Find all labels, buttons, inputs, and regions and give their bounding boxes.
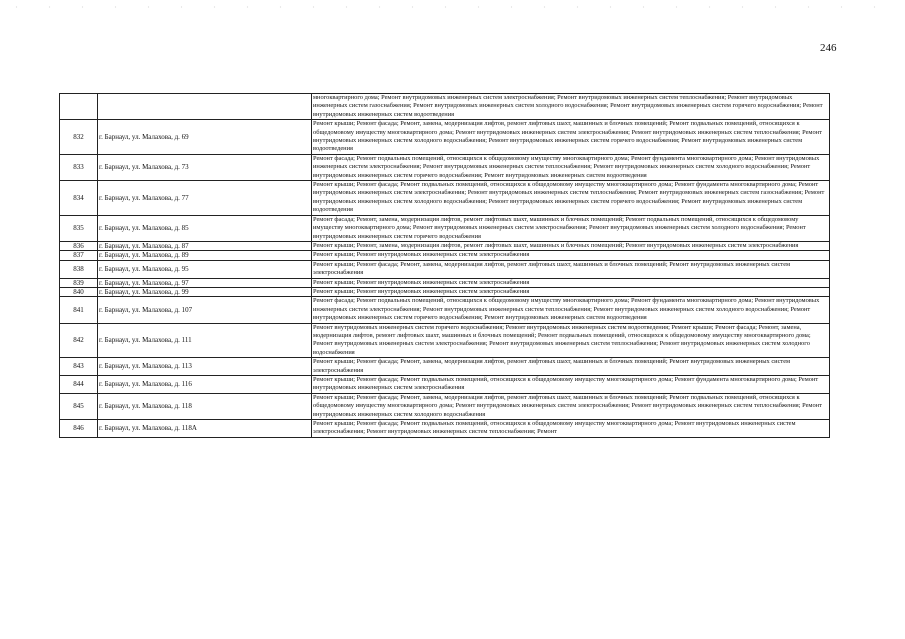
row-number: 837: [60, 251, 98, 260]
row-address: г. Барнаул, ул. Малахова, д. 85: [98, 215, 312, 241]
table-row: [60, 376, 830, 394]
row-number: 838: [60, 260, 98, 278]
row-address: [98, 94, 312, 120]
row-number: 845: [60, 393, 98, 419]
row-works: Ремонт крыши; Ремонт фасада; Ремонт подвальных помещений, относящихся к общедомовому имуществу многоквартирного дома; Ремонт фундамента многоквартирного дома; Ремонт внутридомовых инженерных систем электроснабжения; Ремонт внутридомовых инженерных систем теплоснабжения; Ремонт внутридомовых инженерных систем газоснабжения; Ремонт внутридомовых инженерных систем холодного водоснабжения; Ремонт внутридомовых инженерных систем горячего водоснабжения; Ремонт внутридомовых инженерных систем водоотведения: [312, 181, 830, 216]
row-works: Ремонт внутридомовых инженерных систем горячего водоснабжения; Ремонт внутридомовых инженерных систем водоотведения; Ремонт крыши; Ремонт фасада; Ремонт, замена, модернизация лифтов, ремонт лифтовых шахт, машинных и блочных помещений; Ремонт подвальных помещений, относящихся к общедомовому имуществу многоквартирного дома; Ремонт внутридомовых инженерных систем электроснабжения; Ремонт внутридомовых инженерных систем теплоснабжения; Ремонт внутридомовых инженерных систем холодного водоснабжения: [312, 323, 830, 358]
row-address: г. Барнаул, ул. Малахова, д. 116: [98, 376, 312, 394]
row-works: Ремонт крыши; Ремонт фасада; Ремонт, замена, модернизация лифтов, ремонт лифтовых шахт, машинных и блочных помещений; Ремонт внутридомовых инженерных систем электроснабжения: [312, 358, 830, 376]
table-row: [60, 241, 830, 250]
row-address: г. Барнаул, ул. Малахова, д. 118А: [98, 420, 312, 438]
row-works: Ремонт фасада; Ремонт, замена, модернизация лифтов, ремонт лифтовых шахт, машинных и блочных помещений; Ремонт подвальных помещений, относящихся к общедомовому имуществу многоквартирного дома; Ремонт внутридомовых инженерных систем электроснабжения; Ремонт внутридомовых инженерных систем холодного водоснабжения; Ремонт внутридомовых инженерных систем горячего водоснабжения: [312, 215, 830, 241]
table-row: [60, 94, 830, 120]
table-row: [60, 323, 830, 358]
row-number: [60, 94, 98, 120]
row-address: г. Барнаул, ул. Малахова, д. 111: [98, 323, 312, 358]
row-number: 844: [60, 376, 98, 394]
row-number: 842: [60, 323, 98, 358]
row-number: 833: [60, 154, 98, 180]
row-works: Ремонт крыши; Ремонт фасада; Ремонт, замена, модернизация лифтов, ремонт лифтовых шахт, машинных и блочных помещений; Ремонт подвальных помещений, относящихся к общедомовому имуществу многоквартирного дома; Ремонт внутридомовых инженерных систем электроснабжения; Ремонт внутридомовых инженерных систем теплоснабжения; Ремонт внутридомовых инженерных систем холодного водоснабжения: [312, 393, 830, 419]
row-number: 836: [60, 241, 98, 250]
page-number: 246: [820, 42, 837, 54]
row-number: 834: [60, 181, 98, 216]
row-works: многоквартирного дома; Ремонт внутридомовых инженерных систем электроснабжения; Ремонт внутридомовых инженерных систем теплоснабжения; Ремонт внутридомовых инженерных систем газоснабжения; Ремонт внутридомовых инженерных систем холодного водоснабжения; Ремонт внутридомовых инженерных систем горячего водоснабжения; Ремонт внутридомовых инженерных систем водоотведения: [312, 94, 830, 120]
table-row: [60, 120, 830, 155]
row-number: 840: [60, 287, 98, 296]
row-works: Ремонт крыши; Ремонт внутридомовых инженерных систем электроснабжения: [312, 278, 830, 287]
table-row: [60, 297, 830, 323]
row-number: 841: [60, 297, 98, 323]
scan-noise: [0, 6, 905, 8]
table-row: [60, 358, 830, 376]
table-row: [60, 393, 830, 419]
row-works: Ремонт крыши; Ремонт фасада; Ремонт, замена, модернизация лифтов, ремонт лифтовых шахт, машинных и блочных помещений; Ремонт подвальных помещений, относящихся к общедомовому имуществу многоквартирного дома; Ремонт внутридомовых инженерных систем электроснабжения; Ремонт внутридомовых инженерных систем теплоснабжения; Ремонт внутридомовых инженерных систем холодного водоснабжения; Ремонт внутридомовых инженерных систем горячего водоснабжения; Ремонт внутридомовых инженерных систем водоотведения: [312, 120, 830, 155]
table-row: [60, 420, 830, 438]
row-works: Ремонт крыши; Ремонт внутридомовых инженерных систем электроснабжения: [312, 251, 830, 260]
table-row: [60, 260, 830, 278]
row-address: г. Барнаул, ул. Малахова, д. 107: [98, 297, 312, 323]
row-address: г. Барнаул, ул. Малахова, д. 77: [98, 181, 312, 216]
row-address: г. Барнаул, ул. Малахова, д. 113: [98, 358, 312, 376]
row-works: Ремонт крыши; Ремонт внутридомовых инженерных систем электроснабжения: [312, 287, 830, 296]
row-address: г. Барнаул, ул. Малахова, д. 73: [98, 154, 312, 180]
row-address: г. Барнаул, ул. Малахова, д. 118: [98, 393, 312, 419]
row-number: 832: [60, 120, 98, 155]
row-works: Ремонт крыши; Ремонт фасада; Ремонт подвальных помещений, относящихся к общедомовому имуществу многоквартирного дома; Ремонт фундамента многоквартирного дома; Ремонт внутридомовых инженерных систем электроснабжения: [312, 376, 830, 394]
row-number: 835: [60, 215, 98, 241]
table-row: [60, 215, 830, 241]
row-number: 846: [60, 420, 98, 438]
table-row: [60, 154, 830, 180]
table-row: [60, 251, 830, 260]
row-works: Ремонт крыши; Ремонт, замена, модернизация лифтов, ремонт лифтовых шахт, машинных и блочных помещений; Ремонт внутридомовых инженерных систем электроснабжения: [312, 241, 830, 250]
repair-registry-table: [59, 93, 830, 438]
row-works: Ремонт фасада; Ремонт подвальных помещений, относящихся к общедомовому имуществу многоквартирного дома; Ремонт фундамента многоквартирного дома; Ремонт внутридомовых инженерных систем электроснабжения; Ремонт внутридомовых инженерных систем теплоснабжения; Ремонт внутридомовых инженерных систем холодного водоснабжения; Ремонт внутридомовых инженерных систем горячего водоснабжения; Ремонт внутридомовых инженерных систем водоотведения: [312, 297, 830, 323]
row-number: 839: [60, 278, 98, 287]
table-row: [60, 181, 830, 216]
row-address: г. Барнаул, ул. Малахова, д. 69: [98, 120, 312, 155]
row-works: Ремонт крыши; Ремонт фасада; Ремонт подвальных помещений, относящихся к общедомовому имуществу многоквартирного дома; Ремонт внутридомовых инженерных систем электроснабжения; Ремонт внутридомовых инженерных систем теплоснабжения; Ремонт: [312, 420, 830, 438]
row-address: г. Барнаул, ул. Малахова, д. 89: [98, 251, 312, 260]
row-address: г. Барнаул, ул. Малахова, д. 95: [98, 260, 312, 278]
row-address: г. Барнаул, ул. Малахова, д. 87: [98, 241, 312, 250]
row-address: г. Барнаул, ул. Малахова, д. 99: [98, 287, 312, 296]
row-works: Ремонт фасада; Ремонт подвальных помещений, относящихся к общедомовому имуществу многоквартирного дома; Ремонт фундамента многоквартирного дома; Ремонт внутридомовых инженерных систем электроснабжения; Ремонт внутридомовых инженерных систем теплоснабжения; Ремонт внутридомовых инженерных систем холодного водоснабжения; Ремонт внутридомовых инженерных систем горячего водоснабжения; Ремонт внутридомовых инженерных систем водоотведения: [312, 154, 830, 180]
table-row: [60, 287, 830, 296]
row-number: 843: [60, 358, 98, 376]
row-works: Ремонт крыши; Ремонт фасада; Ремонт, замена, модернизация лифтов, ремонт лифтовых шахт, машинных и блочных помещений; Ремонт внутридомовых инженерных систем электроснабжения: [312, 260, 830, 278]
row-address: г. Барнаул, ул. Малахова, д. 97: [98, 278, 312, 287]
table-row: [60, 278, 830, 287]
